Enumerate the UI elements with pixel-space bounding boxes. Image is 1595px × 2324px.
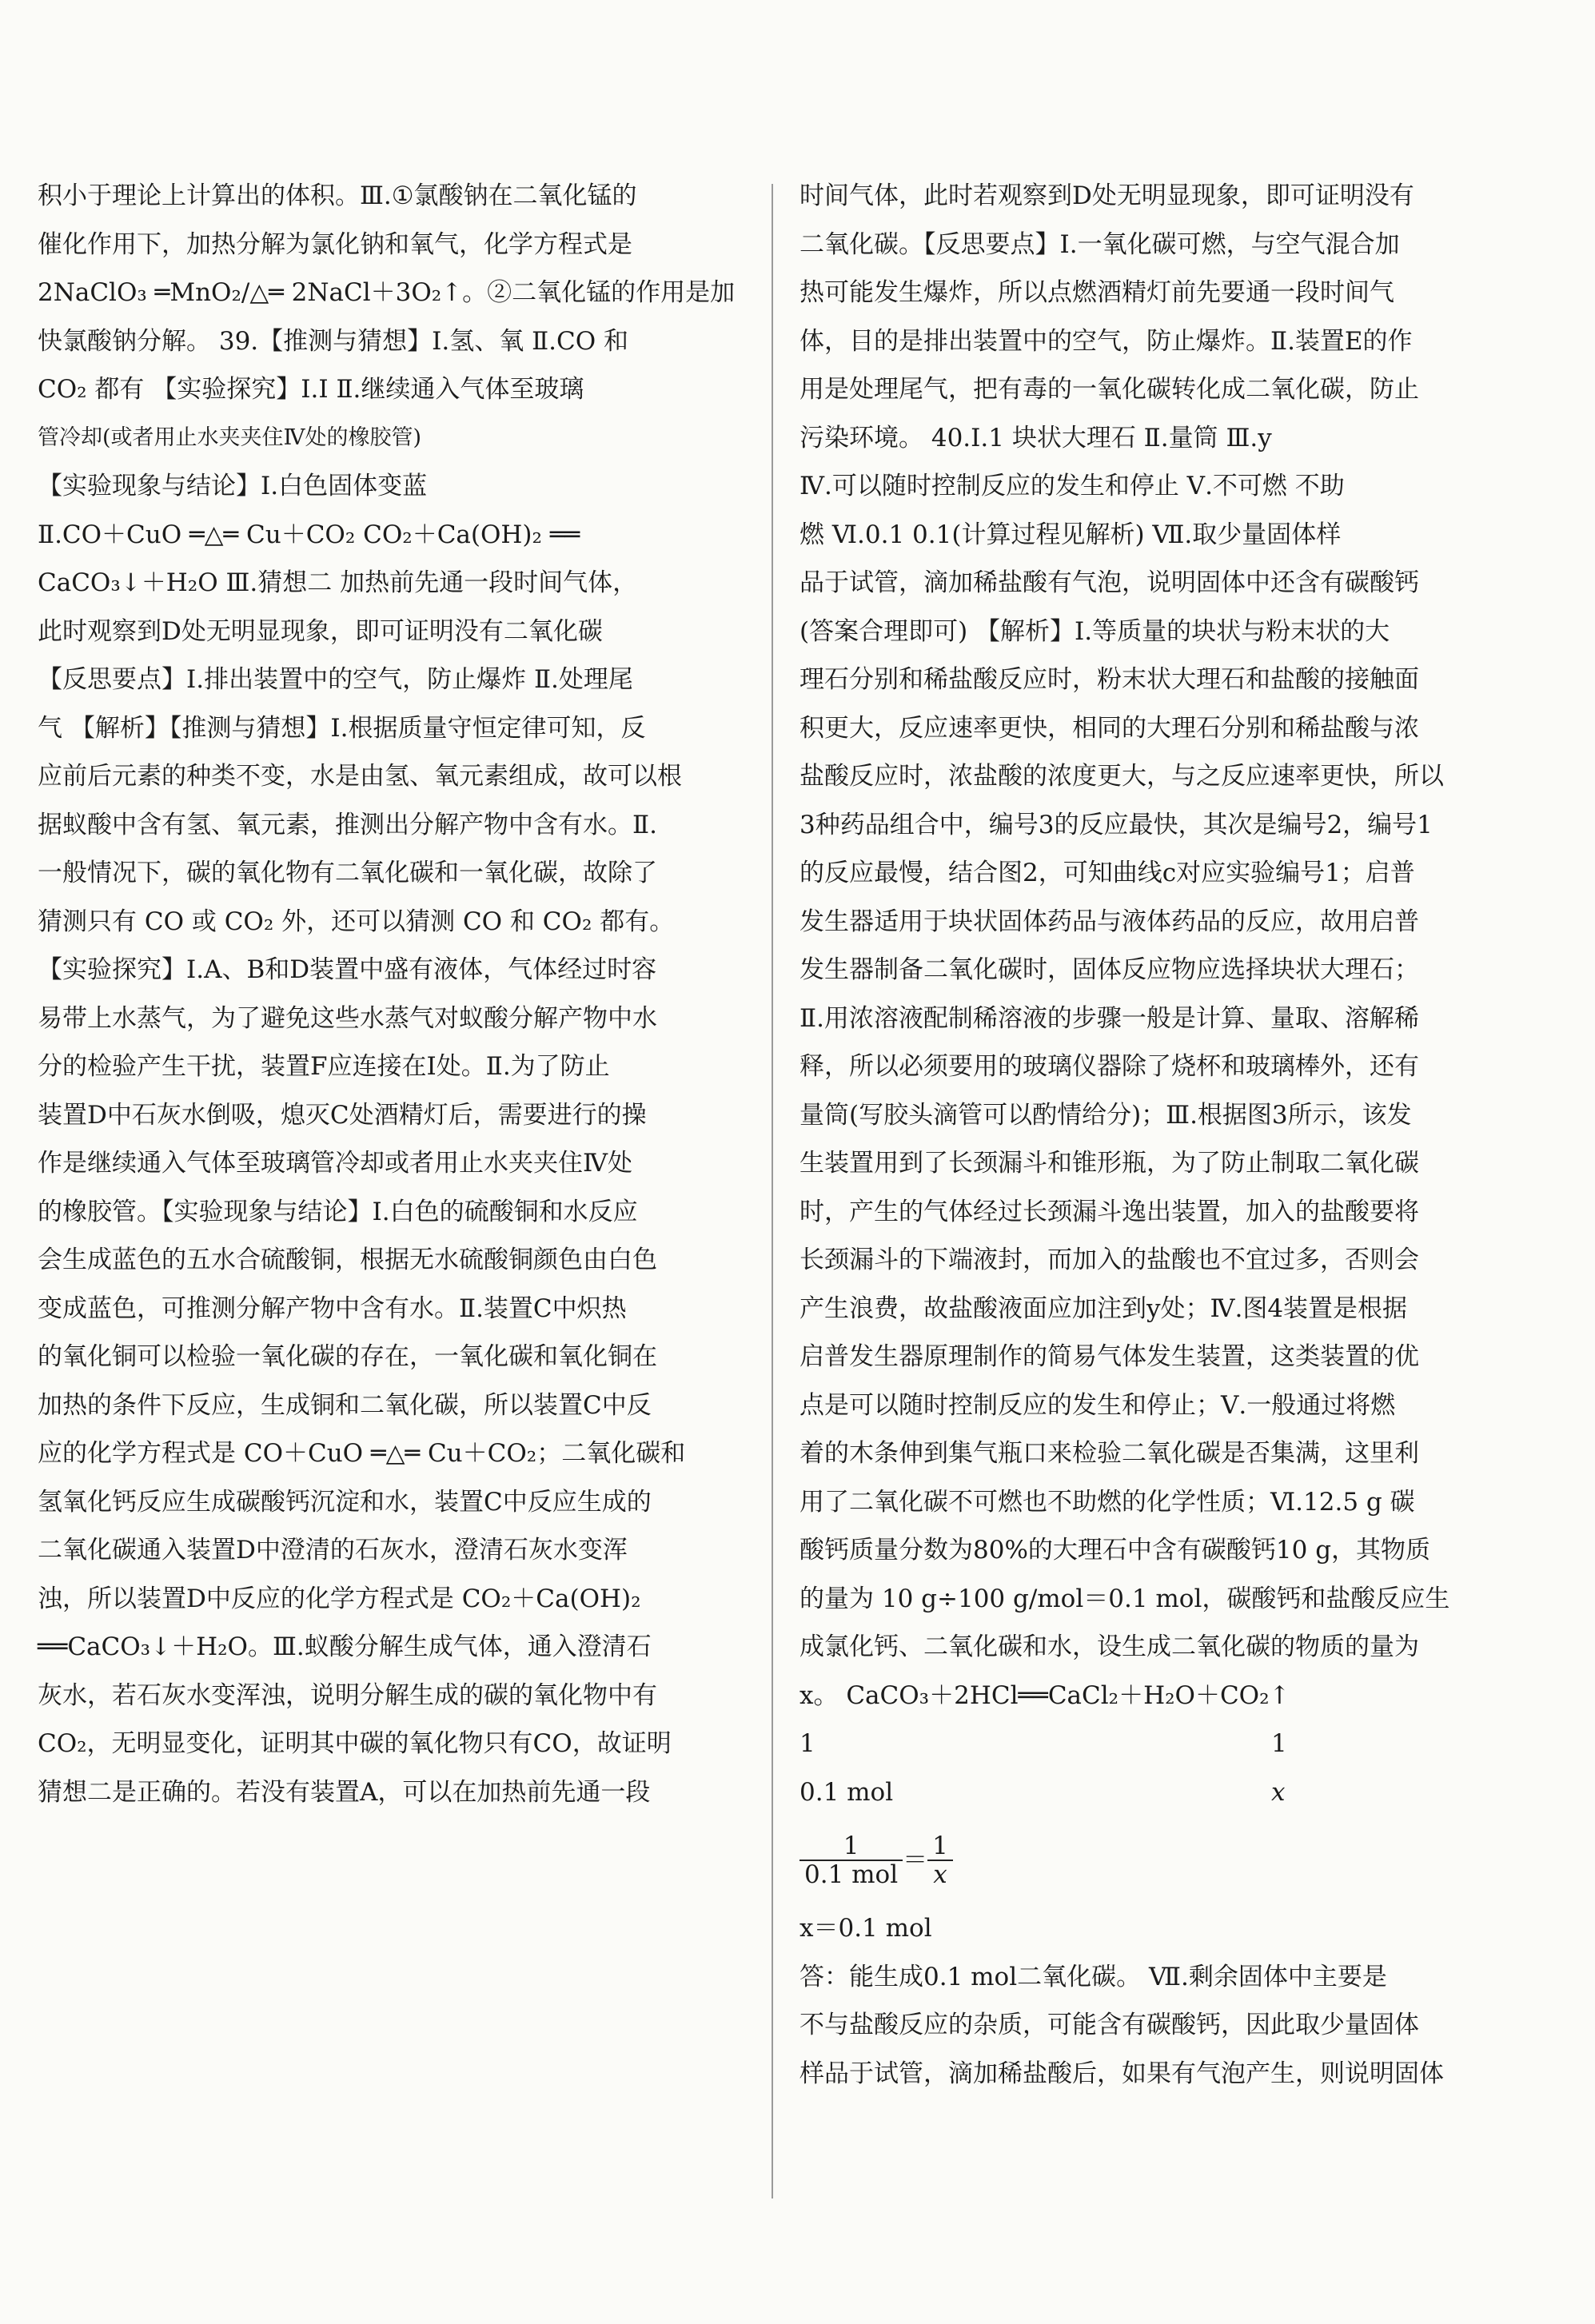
text-line: 据蚁酸中含有氢、氧元素，推测出分解产物中含有水。Ⅱ. — [38, 810, 657, 839]
text-line: CO₂，无明显变化，证明其中碳的氧化物只有CO，故证明 — [38, 1729, 672, 1758]
text-line: 装置D中石灰水倒吸，熄灭C处酒精灯后，需要进行的操 — [38, 1100, 647, 1130]
calc-caco3-amount: 0.1 mol — [799, 1777, 894, 1807]
text-line: 积小于理论上计算出的体积。Ⅲ.①氯酸钠在二氧化锰的 — [38, 181, 637, 210]
text-line: 氢氧化钙反应生成碳酸钙沉淀和水，装置C中反应生成的 — [38, 1487, 652, 1517]
text-line: 成氯化钙、二氧化碳和水，设生成二氧化碳的物质的量为 — [799, 1632, 1419, 1661]
column-divider — [772, 184, 773, 2198]
text-line: 【实验探究】Ⅰ.A、B和D装置中盛有液体，气体经过时容 — [38, 955, 657, 984]
text-line: CO₂ 都有 【实验探究】Ⅰ.Ⅰ Ⅱ.继续通入气体至玻璃 — [38, 375, 584, 404]
text-line: 酸钙质量分数为80%的大理石中含有碳酸钙10 g，其物质 — [799, 1536, 1431, 1565]
text-line: CaCO₃↓＋H₂O Ⅲ.猜想二 加热前先通一段时间气体， — [38, 568, 638, 597]
text-line: 分的检验产生干扰，装置F应连接在Ⅰ处。Ⅱ.为了防止 — [38, 1052, 610, 1081]
fraction-numerator: 1 — [799, 1832, 903, 1861]
text-line: 时，产生的气体经过长颈漏斗逸出装置，加入的盐酸要将 — [799, 1197, 1419, 1226]
text-line: 发生器适用于块状固体药品与液体药品的反应，故用启普 — [799, 907, 1419, 936]
text-line: 加热的条件下反应，生成铜和二氧化碳，所以装置C中反 — [38, 1390, 652, 1420]
text-line: 气 【解析】【推测与猜想】Ⅰ.根据质量守恒定律可知，反 — [38, 713, 646, 743]
text-line: 样品于试管，滴加稀盐酸后，如果有气泡产生，则说明固体 — [799, 2059, 1444, 2088]
text-line: 2NaClO₃ ═MnO₂/△═ 2NaCl＋3O₂↑。②二氧化锰的作用是加 — [38, 278, 736, 307]
text-line: 【反思要点】Ⅰ.排出装置中的空气，防止爆炸 Ⅱ.处理尾 — [38, 665, 633, 694]
fraction-right — [927, 1832, 953, 1888]
text-line: 猜想二是正确的。若没有装置A，可以在加热前先通一段 — [38, 1777, 651, 1807]
text-line: 的氧化铜可以检验一氧化碳的存在，一氧化碳和氧化铜在 — [38, 1342, 657, 1371]
text-line: x。 CaCO₃＋2HCl══CaCl₂＋H₂O＋CO₂↑ — [799, 1680, 1290, 1710]
text-line: 长颈漏斗的下端液封，而加入的盐酸也不宜过多，否则会 — [799, 1246, 1419, 1274]
calc-row-amount — [799, 1768, 1503, 1817]
text-line: 发生器制备二氧化碳时，固体反应物应选择块状大理石； — [799, 955, 1419, 984]
text-line: Ⅳ.可以随时控制反应的发生和停止 Ⅴ.不可燃 不助 — [799, 472, 1345, 500]
text-line: 二氧化碳。【反思要点】Ⅰ.一氧化碳可燃，与空气混合加 — [799, 229, 1400, 259]
text-line: 时间气体，此时若观察到D处无明显现象，即可证明没有 — [799, 181, 1414, 210]
text-line: 的橡胶管。【实验现象与结论】Ⅰ.白色的硫酸铜和水反应 — [38, 1197, 638, 1226]
text-line: 用是处理尾气，把有毒的一氧化碳转化成二氧化碳，防止 — [799, 375, 1419, 404]
text-line: 的量为 10 g÷100 g/mol＝0.1 mol，碳酸钙和盐酸反应生 — [799, 1584, 1450, 1613]
text-line: 盐酸反应时，浓盐酸的浓度更大，与之反应速率更快，所以 — [799, 762, 1444, 791]
calc-caco3-ratio: 1 — [799, 1729, 815, 1758]
text-line: 一般情况下，碳的氧化物有二氧化碳和一氧化碳，故除了 — [38, 859, 657, 887]
text-line: 点是可以随时控制反应的发生和停止；Ⅴ.一般通过将燃 — [799, 1390, 1396, 1420]
text-line: 管冷却(或者用止水夹夹住Ⅳ处的橡胶管) — [38, 425, 422, 450]
calc-proportion — [799, 1816, 1503, 1904]
calc-row-ratio — [799, 1720, 1503, 1768]
text-line: 此时观察到D处无明显现象，即可证明没有二氧化碳 — [38, 616, 603, 646]
text-line: 生装置用到了长颈漏斗和锥形瓶，为了防止制取二氧化碳 — [799, 1149, 1419, 1178]
text-line: 理石分别和稀盐酸反应时，粉末状大理石和盐酸的接触面 — [799, 665, 1419, 694]
text-line: 用了二氧化碳不可燃也不助燃的化学性质；Ⅵ.12.5 g 碳 — [799, 1487, 1415, 1517]
left-column — [38, 172, 741, 1816]
text-line: Ⅱ.CO＋CuO ═△═ Cu＋CO₂ CO₂＋Ca(OH)₂ ══ — [38, 520, 580, 549]
text-line: 会生成蓝色的五水合硫酸铜，根据无水硫酸铜颜色由白色 — [38, 1246, 657, 1274]
text-line: 【实验现象与结论】Ⅰ.白色固体变蓝 — [38, 472, 428, 500]
text-line: 量筒(写胶头滴管可以酌情给分)；Ⅲ.根据图3所示，该发 — [799, 1100, 1412, 1130]
text-line: 3种药品组合中，编号3的反应最快，其次是编号2，编号1 — [799, 810, 1433, 839]
calc-co2-ratio: 1 — [1271, 1729, 1287, 1758]
text-line: 猜测只有 CO 或 CO₂ 外，还可以猜测 CO 和 CO₂ 都有。 — [38, 907, 675, 936]
fraction-left — [799, 1832, 903, 1888]
text-line: 作是继续通入气体至玻璃管冷却或者用止水夹夹住Ⅳ处 — [38, 1149, 632, 1178]
text-line: 易带上水蒸气，为了避免这些水蒸气对蚁酸分解产物中水 — [38, 1003, 657, 1033]
text-line: 积更大，反应速率更快，相同的大理石分别和稀盐酸与浓 — [799, 713, 1419, 743]
text-line: 的反应最慢，结合图2，可知曲线c对应实验编号1；启普 — [799, 859, 1415, 887]
text-line: 热可能发生爆炸，所以点燃酒精灯前先要通一段时间气 — [799, 278, 1394, 307]
text-line: (答案合理即可) 【解析】Ⅰ.等质量的块状与粉末状的大 — [799, 616, 1390, 646]
text-line: 浊，所以装置D中反应的化学方程式是 CO₂＋Ca(OH)₂ — [38, 1584, 641, 1613]
text-line: 灰水，若石灰水变浑浊，说明分解生成的碳的氧化物中有 — [38, 1680, 657, 1710]
calc-result: x＝0.1 mol — [799, 1914, 932, 1943]
text-line: 启普发生器原理制作的简易气体发生装置，这类装置的优 — [799, 1342, 1419, 1371]
fraction-denominator: 0.1 mol — [804, 1860, 899, 1889]
text-line: 二氧化碳通入装置D中澄清的石灰水，澄清石灰水变浑 — [38, 1536, 628, 1565]
text-line: 体，目的是排出装置中的空气，防止爆炸。Ⅱ.装置E的作 — [799, 326, 1413, 356]
stoichiometry-calc — [799, 1720, 1503, 1953]
equals-sign: ＝ — [903, 1845, 928, 1875]
text-line: 催化作用下，加热分解为氯化钠和氧气，化学方程式是 — [38, 229, 632, 259]
text-line: Ⅱ.用浓溶液配制稀溶液的步骤一般是计算、量取、溶解稀 — [799, 1003, 1419, 1033]
text-line: 应前后元素的种类不变，水是由氢、氧元素组成，故可以根 — [38, 762, 682, 791]
fraction-denominator: x — [933, 1860, 947, 1889]
text-line: 品于试管，滴加稀盐酸有气泡，说明固体中还含有碳酸钙 — [799, 568, 1419, 597]
text-line: 污染环境。 40.Ⅰ.1 块状大理石 Ⅱ.量筒 Ⅲ.y — [799, 423, 1272, 452]
text-line: 变成蓝色，可推测分解产物中含有水。Ⅱ.装置C中炽热 — [38, 1294, 627, 1323]
text-line: 燃 Ⅵ.0.1 0.1(计算过程见解析) Ⅶ.取少量固体样 — [799, 520, 1342, 549]
fraction-numerator: 1 — [927, 1832, 953, 1861]
text-line: 应的化学方程式是 CO＋CuO ═△═ Cu＋CO₂；二氧化碳和 — [38, 1439, 686, 1468]
text-line: 产生浪费，故盐酸液面应加注到y处；Ⅳ.图4装置是根据 — [799, 1294, 1408, 1323]
right-column — [799, 172, 1503, 2098]
text-line: 释，所以必须要用的玻璃仪器除了烧杯和玻璃棒外，还有 — [799, 1052, 1419, 1081]
text-line: 答：能生成0.1 mol二氧化碳。 Ⅶ.剩余固体中主要是 — [799, 1962, 1387, 1991]
calc-co2-amount: x — [1271, 1777, 1286, 1807]
text-line: 着的木条伸到集气瓶口来检验二氧化碳是否集满，这里利 — [799, 1439, 1419, 1468]
text-line: 不与盐酸反应的杂质，可能含有碳酸钙，因此取少量固体 — [799, 2011, 1419, 2039]
text-line: ══CaCO₃↓＋H₂O。Ⅲ.蚁酸分解生成气体，通入澄清石 — [38, 1632, 652, 1661]
text-line: 快氯酸钠分解。 39.【推测与猜想】Ⅰ.氢、氧 Ⅱ.CO 和 — [38, 326, 629, 356]
